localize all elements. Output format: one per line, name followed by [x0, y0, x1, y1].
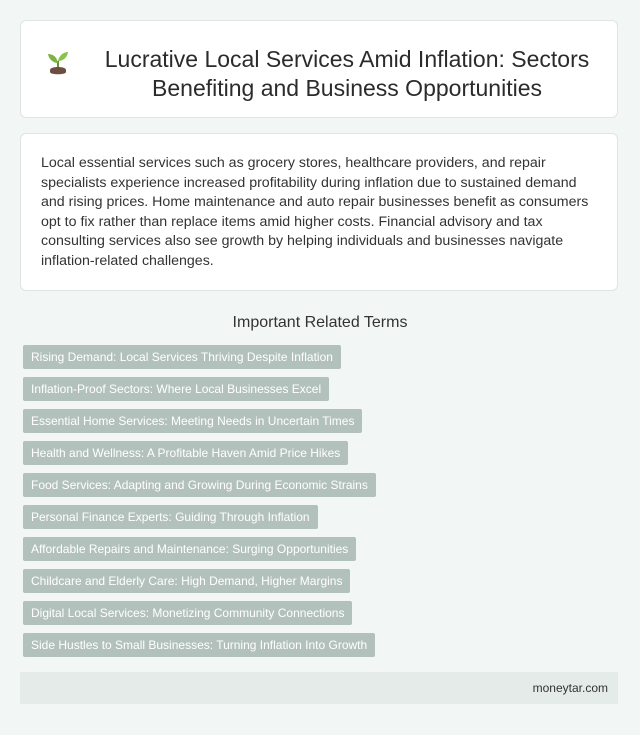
- related-term-link[interactable]: Personal Finance Experts: Guiding Through Inflation: [23, 505, 318, 529]
- related-term-item: [23, 345, 376, 369]
- footer-site-link[interactable]: moneytar.com: [532, 681, 608, 695]
- related-term-item: [23, 601, 376, 625]
- related-term-link[interactable]: Rising Demand: Local Services Thriving Despite Inflation: [23, 345, 341, 369]
- related-term-link[interactable]: Digital Local Services: Monetizing Community Connections: [23, 601, 352, 625]
- intro-paragraph: Local essential services such as grocery stores, healthcare providers, and repair specialists experience increased profitability during inflation due to sustained demand and rising prices. Home maintenance and auto repair businesses benefit as consumers opt to fix rather than replace items amid higher costs. Financial advisory and tax consulting services also see growth by helping individuals and businesses navigate inflation-related challenges.: [41, 155, 589, 269]
- related-term-link[interactable]: Inflation-Proof Sectors: Where Local Businesses Excel: [23, 377, 329, 401]
- footer-bar: [20, 672, 618, 704]
- related-term-link[interactable]: Childcare and Elderly Care: High Demand, Higher Margins: [23, 569, 350, 593]
- related-term-item: [23, 633, 376, 657]
- related-term-item: [23, 441, 376, 465]
- intro-card: [20, 133, 618, 291]
- related-terms-heading: Important Related Terms: [232, 314, 408, 331]
- related-term-link[interactable]: Affordable Repairs and Maintenance: Surging Opportunities: [23, 537, 356, 561]
- related-term-item: [23, 537, 376, 561]
- related-term-link[interactable]: Essential Home Services: Meeting Needs in Uncertain Times: [23, 409, 362, 433]
- seedling-icon: [46, 48, 70, 76]
- related-term-link[interactable]: Health and Wellness: A Profitable Haven Amid Price Hikes: [23, 441, 348, 465]
- related-term-item: [23, 409, 376, 433]
- related-term-item: [23, 569, 376, 593]
- related-term-item: [23, 377, 376, 401]
- title-card: [20, 20, 618, 118]
- page-title: Lucrative Local Services Amid Inflation: Sectors Benefiting and Business Opportunities: [104, 46, 590, 101]
- related-term-item: [23, 505, 376, 529]
- related-term-item: [23, 473, 376, 497]
- related-term-link[interactable]: Food Services: Adapting and Growing During Economic Strains: [23, 473, 376, 497]
- related-terms-list: [23, 345, 376, 665]
- related-term-link[interactable]: Side Hustles to Small Businesses: Turning Inflation Into Growth: [23, 633, 375, 657]
